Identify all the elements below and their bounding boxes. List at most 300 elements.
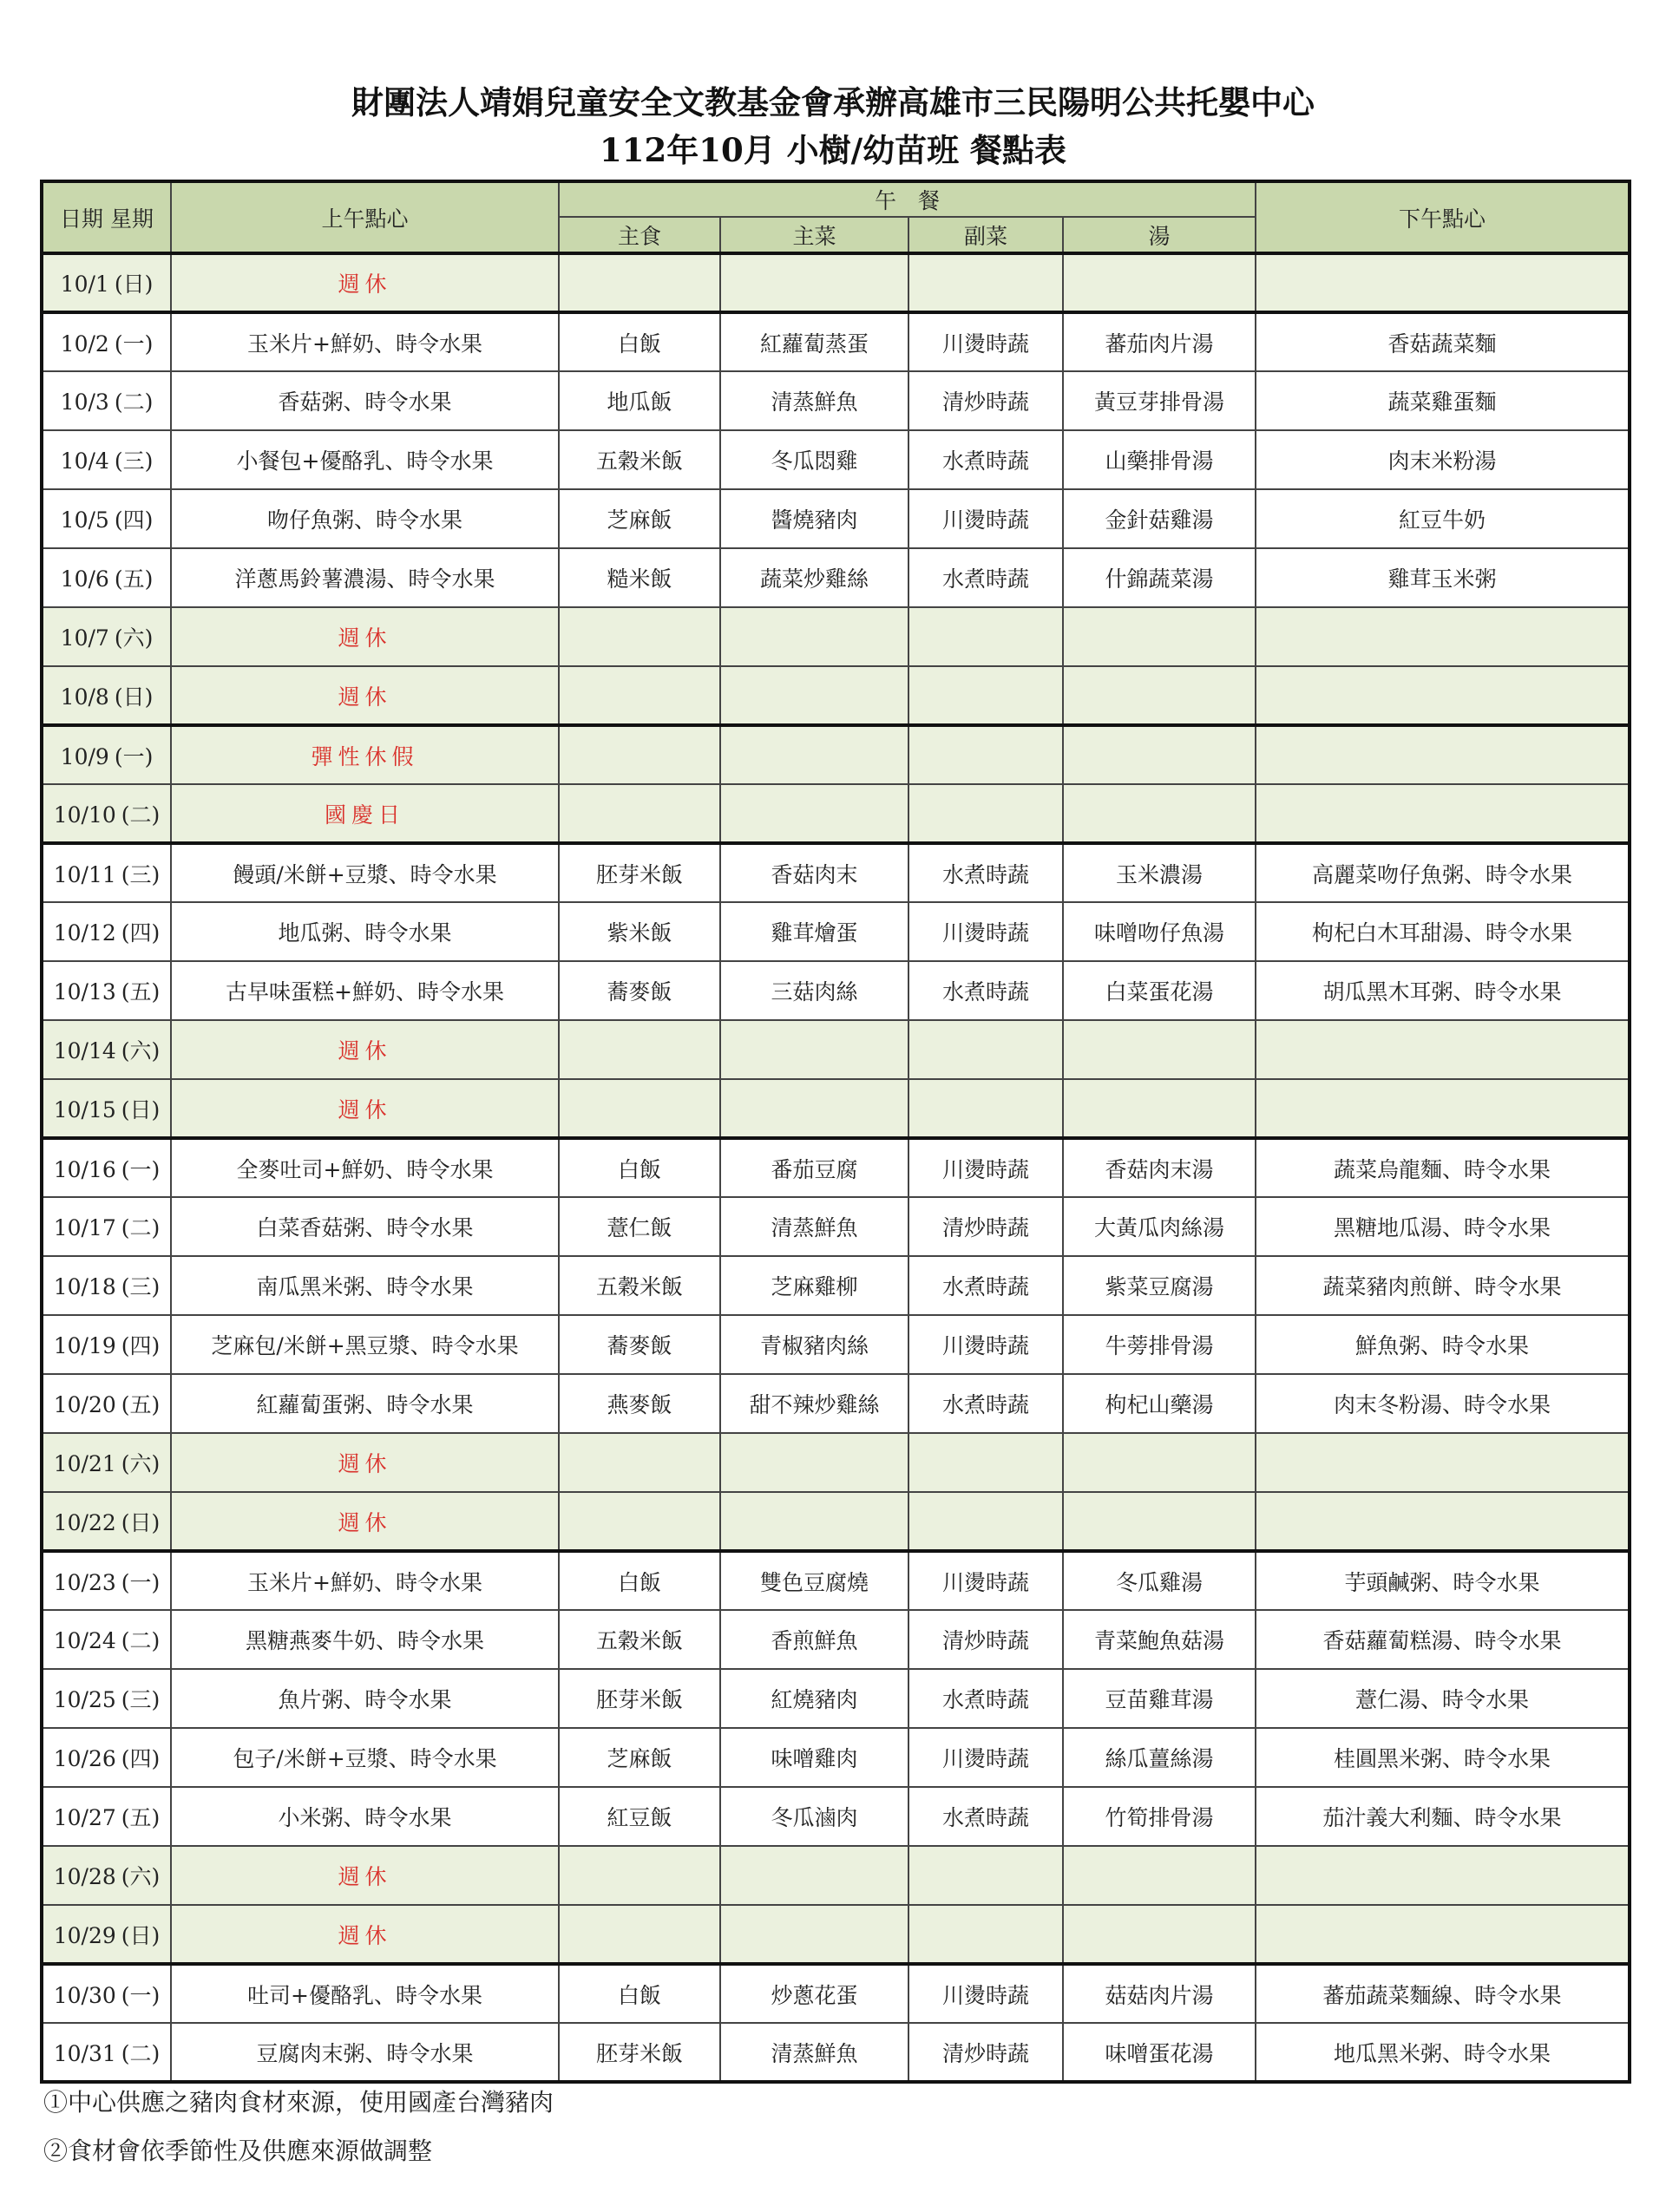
side-dish-cell: 川燙時蔬 [908, 1964, 1063, 2023]
side-dish-cell: 水煮時蔬 [908, 961, 1063, 1020]
soup-cell: 牛蒡排骨湯 [1063, 1315, 1256, 1374]
table-row [42, 312, 1630, 371]
date-cell [42, 1374, 171, 1433]
table-row [42, 2023, 1630, 2082]
morning-snack-cell: 包子/米餅+豆漿、時令水果 [171, 1728, 559, 1787]
date-cell [42, 666, 171, 725]
morning-snack-cell: 魚片粥、時令水果 [171, 1669, 559, 1728]
weekday-text: (一) [121, 1156, 161, 1182]
empty-cell [908, 1433, 1063, 1492]
morning-snack-cell: 紅蘿蔔蛋粥、時令水果 [171, 1374, 559, 1433]
soup-cell: 竹筍排骨湯 [1063, 1787, 1256, 1846]
staple-cell: 胚芽米飯 [559, 1669, 720, 1728]
date-text: 10/26 [53, 1746, 116, 1771]
date-text: 10/21 [53, 1451, 116, 1476]
empty-cell [559, 607, 720, 666]
empty-cell [720, 1846, 908, 1905]
holiday-label: 週休 [171, 1079, 559, 1138]
staple-cell: 糙米飯 [559, 548, 720, 607]
date-cell [42, 1551, 171, 1610]
afternoon-snack-cell: 蔬菜烏龍麵、時令水果 [1256, 1138, 1630, 1197]
weekday-text: (日) [114, 272, 154, 297]
empty-cell [1256, 607, 1630, 666]
soup-cell: 玉米濃湯 [1063, 843, 1256, 902]
afternoon-snack-cell: 雞茸玉米粥 [1256, 548, 1630, 607]
main-dish-cell: 醬燒豬肉 [720, 489, 908, 548]
empty-cell [908, 784, 1063, 843]
table-row [42, 1433, 1630, 1492]
empty-cell [908, 253, 1063, 312]
date-cell [42, 1315, 171, 1374]
afternoon-snack-cell: 胡瓜黑木耳粥、時令水果 [1256, 961, 1630, 1020]
afternoon-snack-cell: 枸杞白木耳甜湯、時令水果 [1256, 902, 1630, 961]
table-row [42, 1315, 1630, 1374]
empty-cell [559, 725, 720, 784]
staple-cell: 五穀米飯 [559, 1256, 720, 1315]
main-dish-cell: 紅蘿蔔蒸蛋 [720, 312, 908, 371]
holiday-label: 週休 [171, 1433, 559, 1492]
empty-cell [1256, 1079, 1630, 1138]
main-dish-cell: 芝麻雞柳 [720, 1256, 908, 1315]
empty-cell [1063, 1433, 1256, 1492]
morning-snack-cell: 吻仔魚粥、時令水果 [171, 489, 559, 548]
staple-cell: 蕎麥飯 [559, 961, 720, 1020]
side-dish-cell: 川燙時蔬 [908, 489, 1063, 548]
side-dish-cell: 水煮時蔬 [908, 1787, 1063, 1846]
empty-cell [1256, 1905, 1630, 1964]
date-text: 10/17 [53, 1215, 116, 1240]
empty-cell [720, 1079, 908, 1138]
weekday-text: (二) [121, 802, 161, 828]
date-text: 10/13 [53, 979, 116, 1005]
side-dish-cell: 川燙時蔬 [908, 1315, 1063, 1374]
date-cell [42, 784, 171, 843]
morning-snack-cell: 小餐包+優酪乳、時令水果 [171, 430, 559, 489]
empty-cell [720, 1905, 908, 1964]
main-dish-cell: 清蒸鮮魚 [720, 371, 908, 430]
date-text: 10/23 [53, 1569, 116, 1595]
soup-cell: 菇菇肉片湯 [1063, 1964, 1256, 2023]
table-row [42, 607, 1630, 666]
date-cell [42, 961, 171, 1020]
weekday-text: (一) [121, 1569, 161, 1595]
side-dish-cell: 川燙時蔬 [908, 902, 1063, 961]
afternoon-snack-cell: 香菇蔬菜麵 [1256, 312, 1630, 371]
weekday-text: (四) [121, 1333, 161, 1358]
table-row [42, 666, 1630, 725]
date-cell [42, 1079, 171, 1138]
weekday-text: (四) [121, 1746, 161, 1771]
date-text: 10/6 [60, 566, 109, 592]
table-row [42, 430, 1630, 489]
side-dish-cell: 川燙時蔬 [908, 1728, 1063, 1787]
table-row [42, 1964, 1630, 2023]
date-text: 10/14 [53, 1038, 116, 1063]
table-row [42, 489, 1630, 548]
holiday-label: 週休 [171, 1492, 559, 1551]
date-cell [42, 371, 171, 430]
side-dish-cell: 水煮時蔬 [908, 1256, 1063, 1315]
empty-cell [908, 725, 1063, 784]
main-dish-cell: 番茄豆腐 [720, 1138, 908, 1197]
date-cell [42, 1433, 171, 1492]
table-row [42, 1669, 1630, 1728]
empty-cell [908, 1846, 1063, 1905]
empty-cell [1063, 1492, 1256, 1551]
table-row [42, 1197, 1630, 1256]
main-dish-cell: 香菇肉末 [720, 843, 908, 902]
header-date-weekday: 日期 星期 [42, 181, 171, 253]
header-lunch: 午 餐 [559, 181, 1256, 217]
main-dish-cell: 蔬菜炒雞絲 [720, 548, 908, 607]
empty-cell [1063, 253, 1256, 312]
empty-cell [1256, 253, 1630, 312]
empty-cell [559, 1846, 720, 1905]
table-row [42, 843, 1630, 902]
header-afternoon-snack: 下午點心 [1256, 181, 1630, 253]
empty-cell [1256, 1433, 1630, 1492]
empty-cell [720, 725, 908, 784]
date-cell [42, 725, 171, 784]
date-cell [42, 1728, 171, 1787]
main-dish-cell: 味噌雞肉 [720, 1728, 908, 1787]
date-cell [42, 1669, 171, 1728]
holiday-label: 週休 [171, 607, 559, 666]
meal-table [40, 180, 1631, 2084]
weekday-text: (一) [114, 330, 154, 357]
afternoon-snack-cell: 肉末米粉湯 [1256, 430, 1630, 489]
table-row [42, 1492, 1630, 1551]
main-dish-cell: 清蒸鮮魚 [720, 2023, 908, 2082]
morning-snack-cell: 古早味蛋糕+鮮奶、時令水果 [171, 961, 559, 1020]
staple-cell: 五穀米飯 [559, 430, 720, 489]
staple-cell: 紫米飯 [559, 902, 720, 961]
table-row [42, 1079, 1630, 1138]
empty-cell [1063, 1020, 1256, 1079]
table-row [42, 1551, 1630, 1610]
weekday-text: (四) [121, 920, 161, 946]
date-text: 10/25 [53, 1687, 116, 1712]
date-cell [42, 1964, 171, 2023]
table-row [42, 902, 1630, 961]
weekday-text: (日) [121, 1509, 161, 1535]
main-dish-cell: 冬瓜悶雞 [720, 430, 908, 489]
staple-cell: 燕麥飯 [559, 1374, 720, 1433]
holiday-label: 週休 [171, 1905, 559, 1964]
date-cell [42, 902, 171, 961]
afternoon-snack-cell: 芋頭鹹粥、時令水果 [1256, 1551, 1630, 1610]
side-dish-cell: 水煮時蔬 [908, 548, 1063, 607]
empty-cell [1063, 666, 1256, 725]
soup-cell: 金針菇雞湯 [1063, 489, 1256, 548]
date-cell [42, 548, 171, 607]
header-main-dish: 主菜 [720, 217, 908, 253]
header-soup: 湯 [1063, 217, 1256, 253]
staple-cell: 白飯 [559, 1551, 720, 1610]
date-text: 10/1 [60, 272, 109, 297]
empty-cell [1063, 1079, 1256, 1138]
soup-cell: 什錦蔬菜湯 [1063, 548, 1256, 607]
weekday-text: (四) [114, 507, 154, 533]
weekday-text: (六) [121, 1038, 161, 1063]
staple-cell: 薏仁飯 [559, 1197, 720, 1256]
table-row [42, 725, 1630, 784]
header-staple: 主食 [559, 217, 720, 253]
weekday-text: (一) [121, 1982, 161, 2008]
afternoon-snack-cell: 紅豆牛奶 [1256, 489, 1630, 548]
empty-cell [1256, 1492, 1630, 1551]
date-text: 10/28 [53, 1864, 116, 1889]
holiday-label: 週休 [171, 1020, 559, 1079]
afternoon-snack-cell: 蕃茄蔬菜麵線、時令水果 [1256, 1964, 1630, 2023]
staple-cell: 胚芽米飯 [559, 2023, 720, 2082]
date-text: 10/31 [53, 2040, 116, 2066]
empty-cell [1256, 725, 1630, 784]
date-text: 10/8 [60, 684, 109, 710]
weekday-text: (三) [114, 448, 154, 474]
date-text: 10/27 [53, 1805, 116, 1830]
empty-cell [559, 1079, 720, 1138]
header-side-dish: 副菜 [908, 217, 1063, 253]
date-text: 10/11 [53, 861, 116, 887]
date-text: 10/29 [53, 1922, 116, 1948]
side-dish-cell: 水煮時蔬 [908, 430, 1063, 489]
weekday-text: (日) [121, 1922, 161, 1948]
date-cell [42, 2023, 171, 2082]
staple-cell: 五穀米飯 [559, 1610, 720, 1669]
weekday-text: (六) [114, 625, 154, 651]
date-cell [42, 843, 171, 902]
date-text: 10/7 [60, 625, 109, 651]
note-seasonal: ②食材會依季節性及供應來源做調整 [43, 2137, 433, 2165]
date-cell [42, 312, 171, 371]
empty-cell [1063, 1846, 1256, 1905]
main-dish-cell: 青椒豬肉絲 [720, 1315, 908, 1374]
empty-cell [720, 1492, 908, 1551]
date-text: 10/12 [53, 920, 116, 946]
note-pork-source: ①中心供應之豬肉食材來源，使用國產台灣豬肉 [43, 2088, 554, 2117]
table-row [42, 1374, 1630, 1433]
empty-cell [1063, 607, 1256, 666]
empty-cell [559, 253, 720, 312]
side-dish-cell: 川燙時蔬 [908, 1551, 1063, 1610]
morning-snack-cell: 玉米片+鮮奶、時令水果 [171, 312, 559, 371]
weekday-text: (六) [121, 1864, 161, 1889]
soup-cell: 枸杞山藥湯 [1063, 1374, 1256, 1433]
staple-cell: 白飯 [559, 1964, 720, 2023]
date-cell [42, 1846, 171, 1905]
weekday-text: (二) [114, 389, 154, 415]
date-text: 10/20 [53, 1392, 116, 1417]
date-cell [42, 1256, 171, 1315]
weekday-text: (三) [121, 861, 161, 887]
header-morning-snack: 上午點心 [171, 181, 559, 253]
morning-snack-cell: 白菜香菇粥、時令水果 [171, 1197, 559, 1256]
soup-cell: 絲瓜薑絲湯 [1063, 1728, 1256, 1787]
empty-cell [1256, 666, 1630, 725]
empty-cell [559, 1492, 720, 1551]
soup-cell: 香菇肉末湯 [1063, 1138, 1256, 1197]
afternoon-snack-cell: 蔬菜豬肉煎餅、時令水果 [1256, 1256, 1630, 1315]
empty-cell [1063, 725, 1256, 784]
soup-cell: 豆苗雞茸湯 [1063, 1669, 1256, 1728]
table-row [42, 1256, 1630, 1315]
side-dish-cell: 水煮時蔬 [908, 843, 1063, 902]
table-row [42, 1905, 1630, 1964]
soup-cell: 蕃茄肉片湯 [1063, 312, 1256, 371]
empty-cell [1063, 1905, 1256, 1964]
morning-snack-cell: 全麥吐司+鮮奶、時令水果 [171, 1138, 559, 1197]
meal-table-body [42, 253, 1630, 2082]
afternoon-snack-cell: 鮮魚粥、時令水果 [1256, 1315, 1630, 1374]
side-dish-cell: 水煮時蔬 [908, 1374, 1063, 1433]
holiday-label: 週休 [171, 253, 559, 312]
soup-cell: 黃豆芽排骨湯 [1063, 371, 1256, 430]
date-text: 10/9 [60, 743, 109, 769]
afternoon-snack-cell: 肉末冬粉湯、時令水果 [1256, 1374, 1630, 1433]
soup-cell: 味噌蛋花湯 [1063, 2023, 1256, 2082]
table-row [42, 253, 1630, 312]
page-subtitle: 112年10月 小樹/幼苗班 餐點表 [600, 131, 1066, 169]
soup-cell: 紫菜豆腐湯 [1063, 1256, 1256, 1315]
weekday-text: (五) [121, 1392, 161, 1417]
staple-cell: 芝麻飯 [559, 1728, 720, 1787]
weekday-text: (一) [114, 743, 154, 769]
empty-cell [720, 1020, 908, 1079]
side-dish-cell: 清炒時蔬 [908, 2023, 1063, 2082]
weekday-text: (五) [114, 566, 154, 592]
date-cell [42, 1197, 171, 1256]
main-dish-cell: 香煎鮮魚 [720, 1610, 908, 1669]
empty-cell [720, 784, 908, 843]
weekday-text: (五) [121, 1805, 161, 1830]
date-cell [42, 1138, 171, 1197]
date-text: 10/18 [53, 1274, 116, 1299]
page-title: 財團法人靖娟兒童安全文教基金會承辦高雄市三民陽明公共托嬰中心 [351, 83, 1315, 121]
soup-cell: 山藥排骨湯 [1063, 430, 1256, 489]
soup-cell: 冬瓜雞湯 [1063, 1551, 1256, 1610]
afternoon-snack-cell: 茄汁義大利麵、時令水果 [1256, 1787, 1630, 1846]
afternoon-snack-cell: 蔬菜雞蛋麵 [1256, 371, 1630, 430]
side-dish-cell: 清炒時蔬 [908, 1610, 1063, 1669]
empty-cell [1063, 784, 1256, 843]
afternoon-snack-cell: 薏仁湯、時令水果 [1256, 1669, 1630, 1728]
weekday-text: (日) [114, 684, 154, 710]
date-cell [42, 430, 171, 489]
staple-cell: 胚芽米飯 [559, 843, 720, 902]
side-dish-cell: 清炒時蔬 [908, 1197, 1063, 1256]
empty-cell [559, 1433, 720, 1492]
empty-cell [908, 607, 1063, 666]
empty-cell [1256, 784, 1630, 843]
empty-cell [720, 1433, 908, 1492]
date-text: 10/2 [60, 330, 109, 357]
date-cell [42, 1610, 171, 1669]
table-row [42, 1020, 1630, 1079]
table-row [42, 1610, 1630, 1669]
weekday-text: (三) [121, 1274, 161, 1299]
weekday-text: (二) [121, 1215, 161, 1240]
date-cell [42, 1492, 171, 1551]
main-dish-cell: 紅燒豬肉 [720, 1669, 908, 1728]
main-dish-cell: 冬瓜滷肉 [720, 1787, 908, 1846]
main-dish-cell: 甜不辣炒雞絲 [720, 1374, 908, 1433]
holiday-label: 彈性休假 [171, 725, 559, 784]
date-text: 10/24 [53, 1628, 116, 1653]
staple-cell: 蕎麥飯 [559, 1315, 720, 1374]
empty-cell [720, 666, 908, 725]
weekday-text: (日) [121, 1096, 161, 1122]
empty-cell [908, 1079, 1063, 1138]
morning-snack-cell: 南瓜黑米粥、時令水果 [171, 1256, 559, 1315]
main-dish-cell: 三菇肉絲 [720, 961, 908, 1020]
weekday-text: (六) [121, 1451, 161, 1476]
weekday-text: (二) [121, 2040, 161, 2066]
date-cell [42, 1905, 171, 1964]
table-row [42, 1787, 1630, 1846]
date-cell [42, 1787, 171, 1846]
date-cell [42, 489, 171, 548]
empty-cell [908, 1905, 1063, 1964]
empty-cell [559, 666, 720, 725]
afternoon-snack-cell: 香菇蘿蔔糕湯、時令水果 [1256, 1610, 1630, 1669]
weekday-text: (五) [121, 979, 161, 1005]
morning-snack-cell: 小米粥、時令水果 [171, 1787, 559, 1846]
soup-cell: 大黃瓜肉絲湯 [1063, 1197, 1256, 1256]
side-dish-cell: 水煮時蔬 [908, 1669, 1063, 1728]
weekday-text: (三) [121, 1687, 161, 1712]
empty-cell [1256, 1020, 1630, 1079]
staple-cell: 白飯 [559, 312, 720, 371]
morning-snack-cell: 黑糖燕麥牛奶、時令水果 [171, 1610, 559, 1669]
holiday-label: 國慶日 [171, 784, 559, 843]
morning-snack-cell: 豆腐肉末粥、時令水果 [171, 2023, 559, 2082]
morning-snack-cell: 芝麻包/米餅+黑豆漿、時令水果 [171, 1315, 559, 1374]
main-dish-cell: 雞茸燴蛋 [720, 902, 908, 961]
soup-cell: 青菜鮑魚菇湯 [1063, 1610, 1256, 1669]
date-cell [42, 1020, 171, 1079]
staple-cell: 白飯 [559, 1138, 720, 1197]
afternoon-snack-cell: 地瓜黑米粥、時令水果 [1256, 2023, 1630, 2082]
holiday-label: 週休 [171, 666, 559, 725]
staple-cell: 紅豆飯 [559, 1787, 720, 1846]
morning-snack-cell: 饅頭/米餅+豆漿、時令水果 [171, 843, 559, 902]
date-text: 10/22 [53, 1509, 116, 1535]
date-text: 10/30 [53, 1982, 116, 2008]
empty-cell [908, 666, 1063, 725]
date-text: 10/19 [53, 1333, 116, 1358]
date-text: 10/3 [60, 389, 109, 415]
empty-cell [908, 1492, 1063, 1551]
empty-cell [908, 1020, 1063, 1079]
afternoon-snack-cell: 黑糖地瓜湯、時令水果 [1256, 1197, 1630, 1256]
table-row [42, 961, 1630, 1020]
main-dish-cell: 炒蔥花蛋 [720, 1964, 908, 2023]
table-row [42, 1846, 1630, 1905]
table-row [42, 548, 1630, 607]
table-row [42, 1728, 1630, 1787]
soup-cell: 味噌吻仔魚湯 [1063, 902, 1256, 961]
date-cell [42, 607, 171, 666]
holiday-label: 週休 [171, 1846, 559, 1905]
morning-snack-cell: 吐司+優酪乳、時令水果 [171, 1964, 559, 2023]
date-text: 10/16 [53, 1156, 116, 1182]
empty-cell [720, 607, 908, 666]
morning-snack-cell: 洋蔥馬鈴薯濃湯、時令水果 [171, 548, 559, 607]
main-dish-cell: 清蒸鮮魚 [720, 1197, 908, 1256]
empty-cell [559, 1020, 720, 1079]
afternoon-snack-cell: 桂圓黑米粥、時令水果 [1256, 1728, 1630, 1787]
